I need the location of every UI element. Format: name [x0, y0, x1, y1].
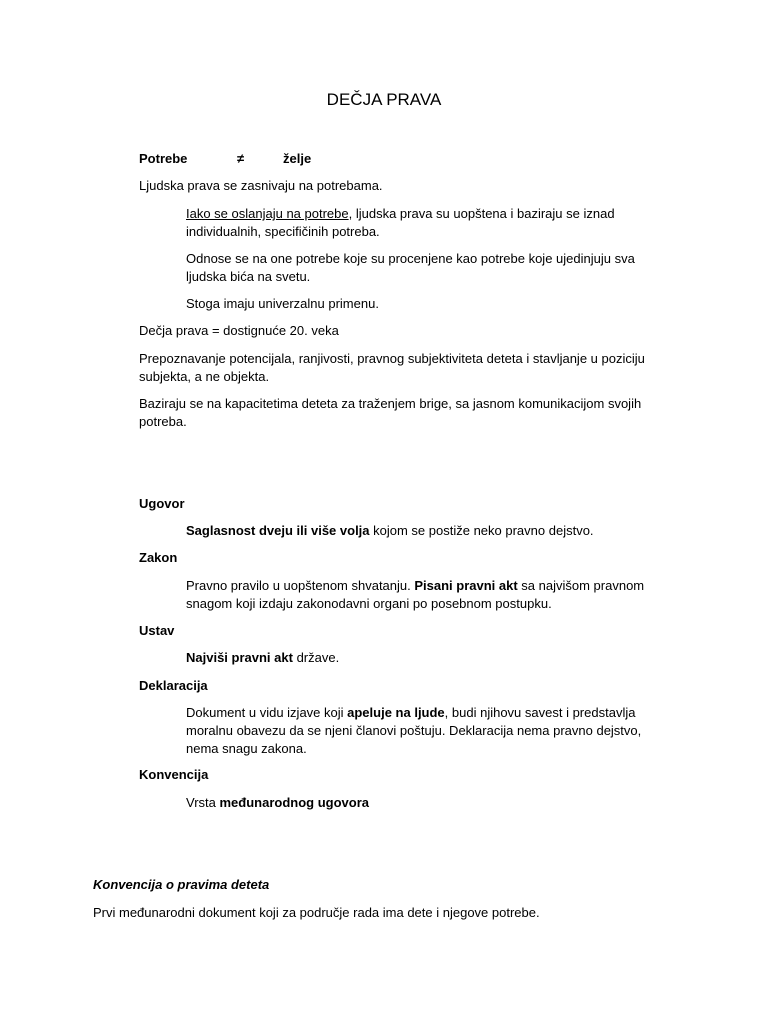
- list-item-text: sa najvišom pravnom snagom koji izdaju zakonodavni organi po posebnom postupku.: [186, 578, 645, 611]
- list-item-deklaracija: [139, 677, 669, 695]
- list-item-text: , ljudska prava su uopštena i baziraju se iznad individualnih, specifičinih potreba.: [186, 206, 615, 239]
- term-label: Konvencija: [139, 767, 209, 782]
- sub-item-ustav-def: [186, 649, 656, 667]
- list-item-text: Ljudska prava se zasnivaju na potrebama.: [139, 178, 383, 193]
- bold-text: Saglasnost dveju ili više volja: [186, 523, 370, 538]
- page-title: DEČJA PRAVA: [326, 90, 442, 109]
- section-heading: Konvencija o pravima deteta: [93, 877, 270, 892]
- list-item-ugovor: [139, 495, 669, 513]
- bold-text: Najviši pravni akt: [186, 650, 293, 665]
- sub-item-oslanjaju: [186, 205, 656, 241]
- list-item-text: Vrsta: [186, 795, 220, 810]
- sub-item-deklaracija-def: [186, 704, 656, 758]
- list-item-decja-prava: [139, 322, 669, 340]
- bold-text: međunarodnog ugovora: [219, 795, 369, 810]
- term-label: Ustav: [139, 623, 175, 638]
- list-item-text: Prepoznavanje potencijala, ranjivosti, pravnog subjektiviteta deteta i stavljanje u poziciju subjekta, a ne objekta.: [139, 351, 645, 384]
- list-item-text: države.: [292, 650, 340, 665]
- term-label: Zakon: [139, 550, 178, 565]
- list-item-text: Pravno pravilo u uopštenom shvatanju.: [186, 578, 415, 593]
- list-item-text: kojom se postiže neko pravno dejstvo.: [369, 523, 594, 538]
- list-item-baziraju: [139, 395, 669, 431]
- potrebe-label: Potrebe: [139, 151, 188, 166]
- list-item-ustav: [139, 622, 669, 640]
- bold-text: Pisani pravni akt: [414, 578, 518, 593]
- sub-item-ugovor-def: [186, 522, 656, 540]
- zelje-label: želje: [283, 151, 312, 166]
- bold-text: apeluje na ljude: [347, 705, 445, 720]
- list-item-text: Dečja prava = dostignuće 20. veka: [139, 323, 339, 338]
- underlined-text: Iako se oslanjaju na potrebe: [186, 206, 349, 221]
- list-item-potrebe: [139, 150, 669, 168]
- term-label: Deklaracija: [139, 678, 208, 693]
- list-item-konvencija: [139, 766, 669, 784]
- list-item-text: Odnose se na one potrebe koje su procenjene kao potrebe koje ujedinjuju sva ljudska bića na svetu.: [186, 251, 635, 284]
- sub-item-zakon-def: [186, 577, 656, 613]
- sub-item-odnose: [186, 250, 656, 286]
- list-item-text: , budi njihovu savest i predstavlja moralnu obavezu da se njeni članovi poštuju. Deklaracija nema pravno dejstvo, nema snagu zakona.: [186, 705, 642, 756]
- list-item-zakon: [139, 549, 669, 567]
- not-equal-sign: ≠: [237, 151, 245, 166]
- list-item-prepoznavanje: [139, 350, 669, 386]
- list-item-text: Dokument u vidu izjave koji: [186, 705, 348, 720]
- list-item-ljudska-prava: [139, 177, 669, 195]
- list-item-text: Stoga imaju univerzalnu primenu.: [186, 296, 379, 311]
- sub-item-konvencija-def: [186, 794, 656, 812]
- term-label: Ugovor: [139, 496, 185, 511]
- list-item-text: Baziraju se na kapacitetima deteta za traženjem brige, sa jasnom komunikacijom svojih potreba.: [139, 396, 642, 429]
- sub-item-stoga: [186, 295, 656, 313]
- paragraph: Prvi međunarodni dokument koji za područje rada ima dete i njegove potrebe.: [93, 905, 540, 920]
